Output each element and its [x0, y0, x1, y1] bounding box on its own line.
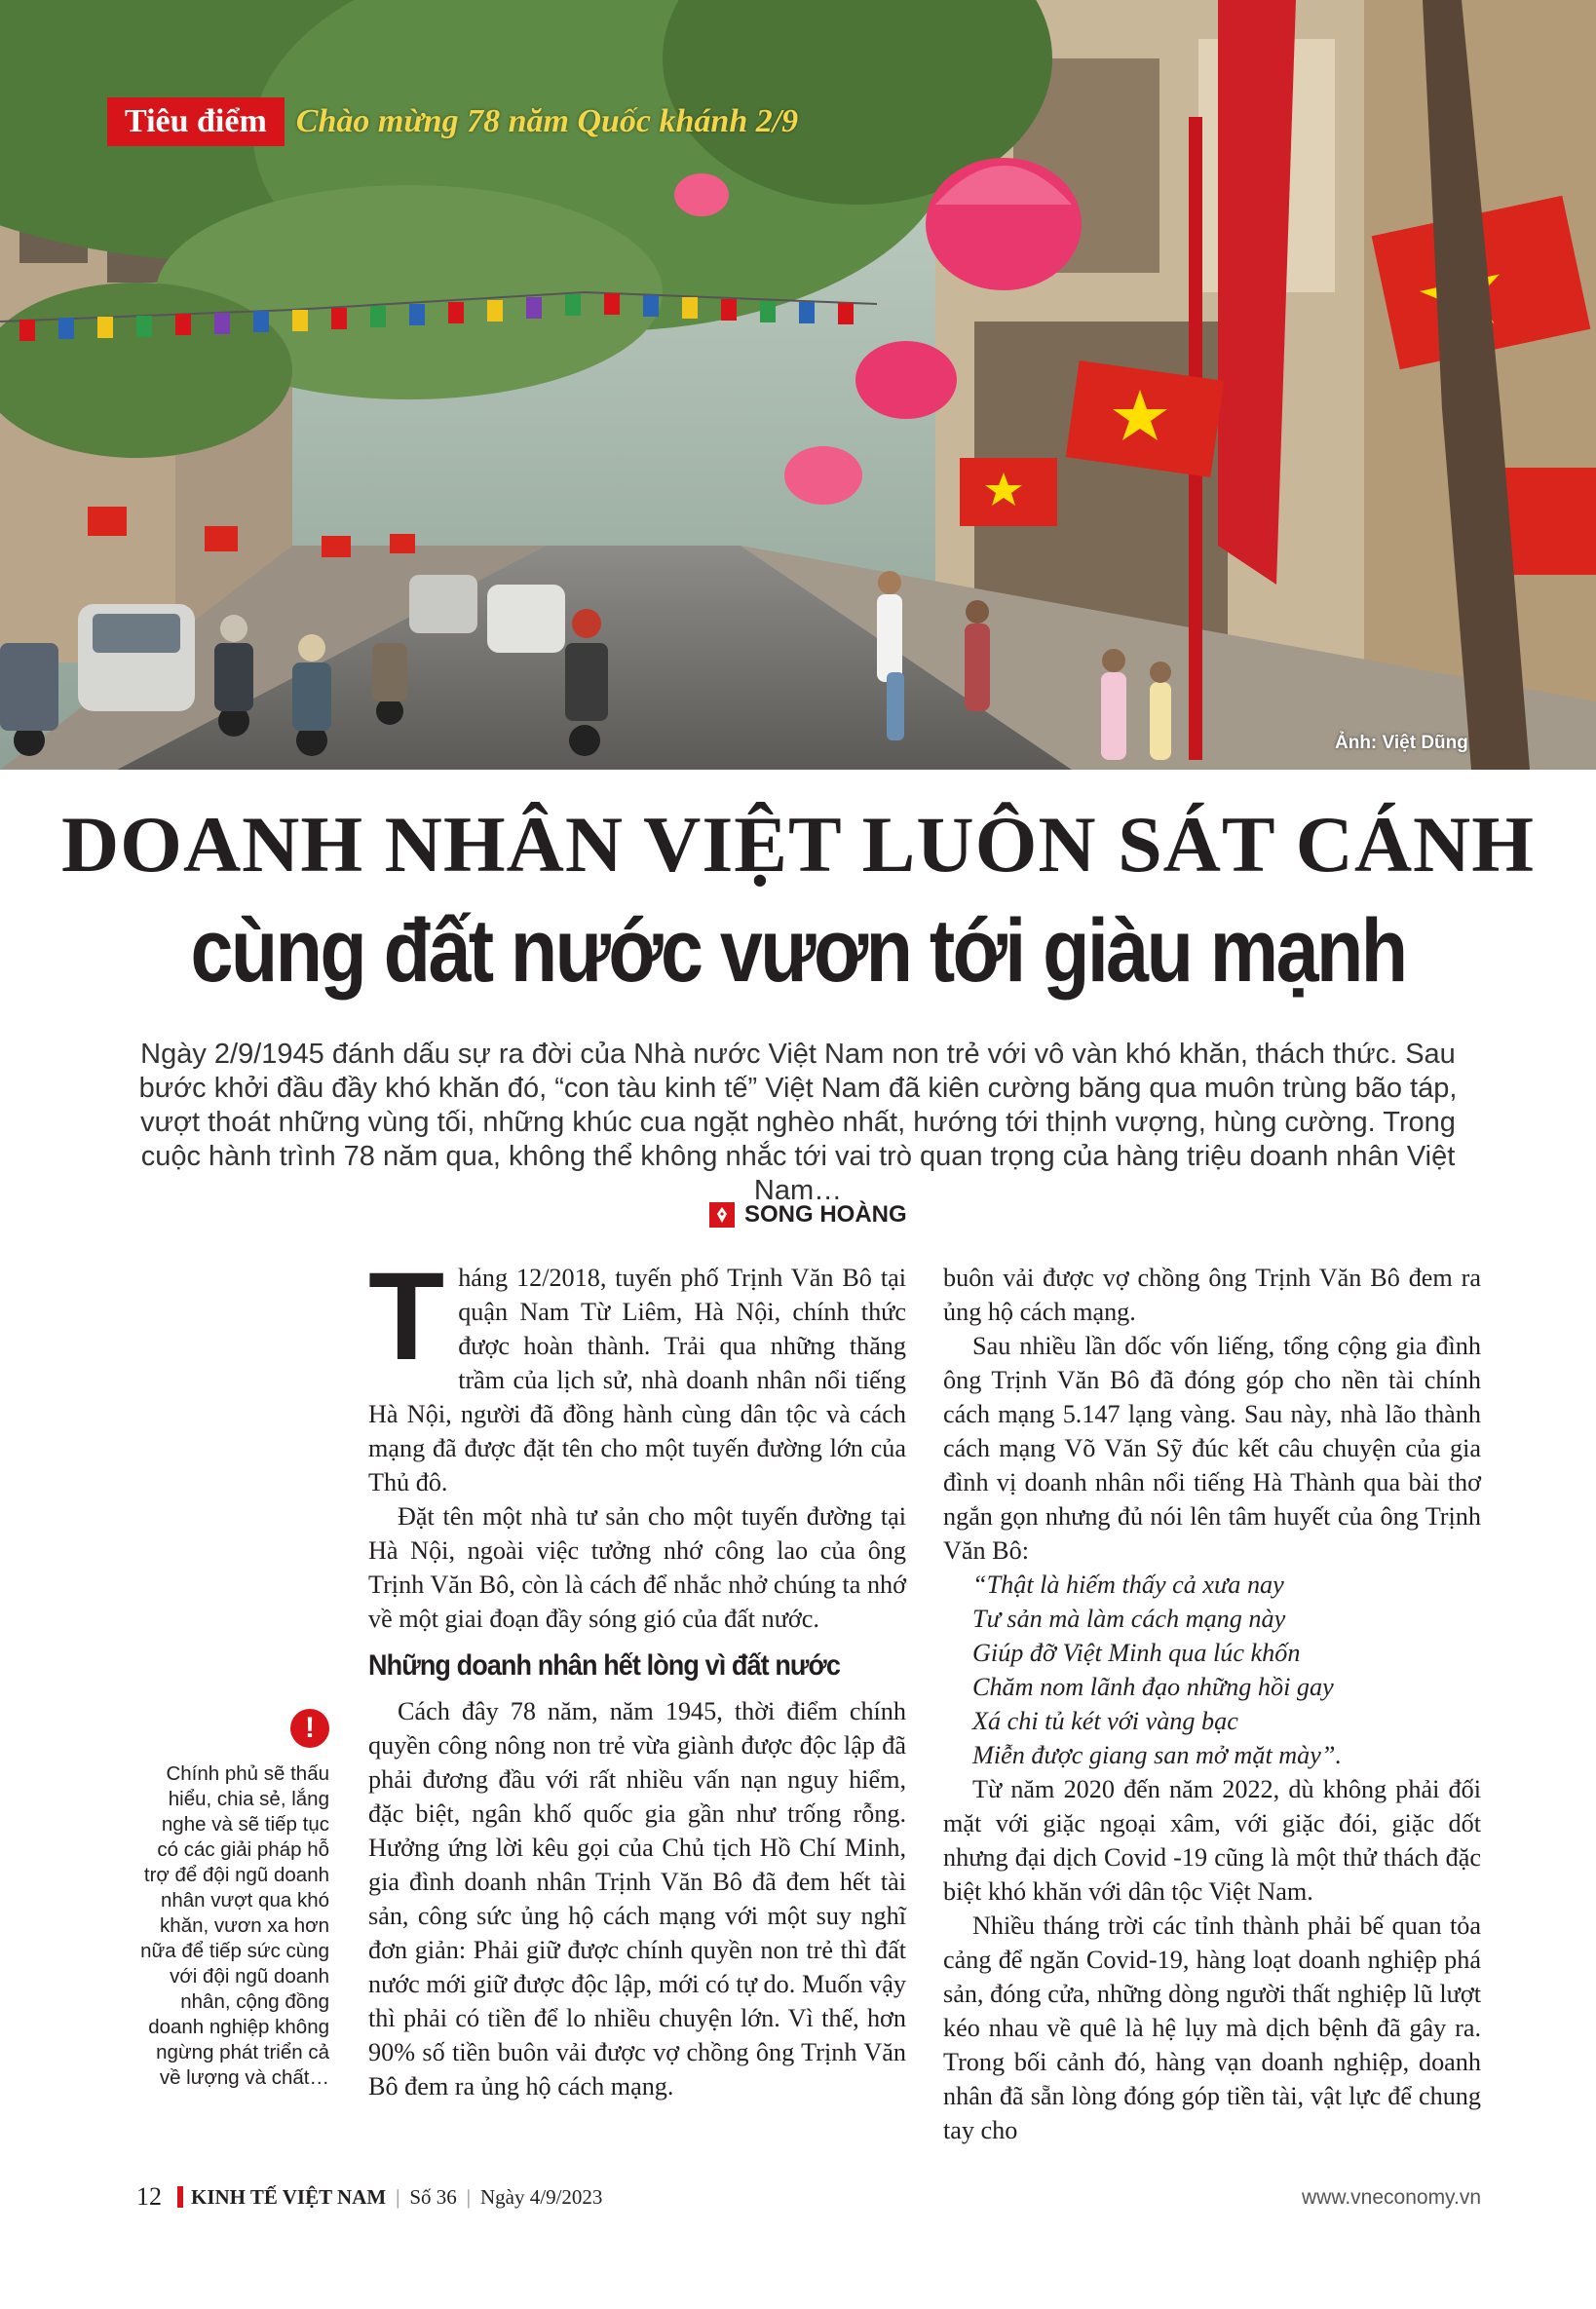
body-paragraph-continued: Cách đây 78 năm, năm 1945, thời điểm chính quyền công nông non trẻ vừa giành được độc lập đã phải đương đầu với rất nhiều vấn nạn nguy hiểm, đặc biệt, ngân khố quốc gia gần như trống rỗng. Hưởng ứng lời kêu gọi của Chủ tịch Hồ Chí Minh, gia đình doanh nhân Trịnh Văn Bô đã đem hết tài sản, công sức ủng hộ cách mạng với một suy nghĩ đơn giản: Phải giữ được chính quyền non trẻ thì đất nước mới giữ được độc lập, mới có tự do. Muốn vậy thì phải có tiền để lo nhiều chuyện lớn. Vì thế, hơn 90% số tiền buôn vải được vợ chồng ông Trịnh Văn Bô đem ra ủng hộ cách mạng. [368, 1697, 906, 2101]
drop-cap: T [368, 1247, 445, 1386]
issue-number: Số 36 [409, 2184, 457, 2209]
headline-line-2: cùng đất nước vươn tới giàu mạnh [190, 901, 1406, 1001]
body-paragraph: Đặt tên một nhà tư sản cho một tuyến đường tại Hà Nội, ngoài việc tưởng nhớ công lao của ông Trịnh Văn Bô, còn là cách để nhắc nhở chúng ta nhớ về một giai đoạn đầy sóng gió của đất nước. [368, 1502, 906, 1633]
poem-line: Miễn được giang san mở mặt mày”. [972, 1741, 1343, 1769]
pen-icon [709, 1202, 735, 1228]
page-number: 12 [136, 2182, 162, 2211]
footer-publication-info [136, 2182, 602, 2212]
magazine-name: KINH TẾ VIỆT NAM [191, 2184, 387, 2209]
body-paragraph: Nhiều tháng trời các tỉnh thành phải bế quan tỏa cảng để ngăn Covid-19, hàng loạt doanh nghiệp phá sản, đóng cửa, những dòng người thất nghiệp lũ lượt kéo nhau về quê là hệ lụy mà dịch bệnh đã gây ra. Trong bối cảnh đó, hàng vạn doanh nghiệp, doanh nhân đã sẵn lòng đóng góp tiền tài, vật lực để chung tay cho [943, 1912, 1481, 2144]
sidenote-quote: Chính phủ sẽ thấu hiểu, chia sẻ, lắng nghe và sẽ tiếp tục có các giải pháp hỗ trợ để đội ngũ doanh nhân vượt qua khó khăn, vươn xa hơn nữa để tiếp sức cùng với đội ngũ doanh nhân, cộng đồng doanh nghiệp không ngừng phát triển cả về lượng và chất… [140, 1762, 329, 2089]
issue-date: Ngày 4/9/2023 [480, 2184, 603, 2209]
headline-line-1: DOANH NHÂN VIỆT LUÔN SÁT CÁNH [60, 800, 1536, 889]
body-paragraph: Từ năm 2020 đến năm 2022, dù không phải đối mặt với giặc ngoại xâm, với giặc đói, giặc dốt nhưng đại dịch Covid -19 cũng là một thử thách đặc biệt khó khăn với dân tộc Việt Nam. [943, 1775, 1481, 1906]
body-column-2 [943, 1261, 1481, 2147]
section-name: Tiêu điểm [107, 97, 285, 146]
body-paragraph-text: háng 12/2018, tuyến phố Trịnh Văn Bô tại quận Nam Từ Liêm, Hà Nội, chính thức được hoàn thành. Trải qua những thăng trầm của lịch sử, nhà doanh nhân nổi tiếng Hà Nội, người đã đồng hành cùng dân tộc và cách mạng đã được đặt tên cho một tuyến đường lớn của Thủ đô. [368, 1264, 906, 1496]
page-footer [0, 2182, 1596, 2221]
author-byline [709, 1201, 907, 1229]
body-column-1 [368, 1247, 906, 2101]
footer-separator: | [396, 2184, 400, 2209]
exclamation-icon: ! [290, 1709, 329, 1748]
photo-credit: Ảnh: Việt Dũng [1335, 733, 1468, 753]
poem-line: Giúp đỡ Việt Minh qua lúc khốn [972, 1639, 1301, 1667]
website-link[interactable]: www.vneconomy.vn [1302, 2186, 1482, 2209]
poem-line: “Thật là hiếm thấy cả xưa nay [972, 1571, 1284, 1599]
footer-accent-bar [177, 2186, 183, 2208]
section-tag [107, 97, 798, 146]
body-paragraph-continuation: buôn vải được vợ chồng ông Trịnh Văn Bô đem ra ủng hộ cách mạng. [943, 1264, 1481, 1326]
poem-line: Xá chi tủ két với vàng bạc [972, 1707, 1238, 1735]
poem-line: Tư sản mà làm cách mạng này [972, 1605, 1286, 1633]
hero-photo [0, 0, 1596, 770]
body-paragraph [368, 1247, 906, 1499]
footer-separator: | [466, 2184, 472, 2209]
section-subheading: Những doanh nhân hết lòng vì đất nước [368, 1649, 840, 1682]
section-subtitle: Chào mừng 78 năm Quốc khánh 2/9 [295, 103, 799, 139]
body-paragraph: Sau nhiều lần dốc vốn liếng, tổng cộng gia đình ông Trịnh Văn Bô đã đóng góp cho nền tài chính cách mạng 5.147 lạng vàng. Sau này, nhà lão thành cách mạng Võ Văn Sỹ đúc kết câu chuyện của gia đình vị doanh nhân nổi tiếng Hà Thành qua bài thơ ngắn gọn nhưng đủ nói lên tâm huyết của ông Trịnh Văn Bô: [943, 1332, 1481, 1565]
lead-paragraph: Ngày 2/9/1945 đánh dấu sự ra đời của Nhà nước Việt Nam non trẻ với vô vàn khó khăn, thách thức. Sau bước khởi đầu đầy khó khăn đó, “con tàu kinh tế” Việt Nam đã kiên cường băng qua muôn trùng bão táp, vượt thoát những vùng tối, những khúc cua ngặt nghèo nhất, hướng tới thịnh vượng, hùng cường. Trong cuộc hành trình 78 năm qua, không thể không nhắc tới vai trò quan trọng của hàng triệu doanh nhân Việt Nam… [138, 1039, 1458, 1206]
author-name: SONG HOÀNG [744, 1201, 907, 1228]
poem [943, 1568, 1481, 1772]
poem-line: Chăm nom lãnh đạo những hồi gay [972, 1673, 1334, 1701]
